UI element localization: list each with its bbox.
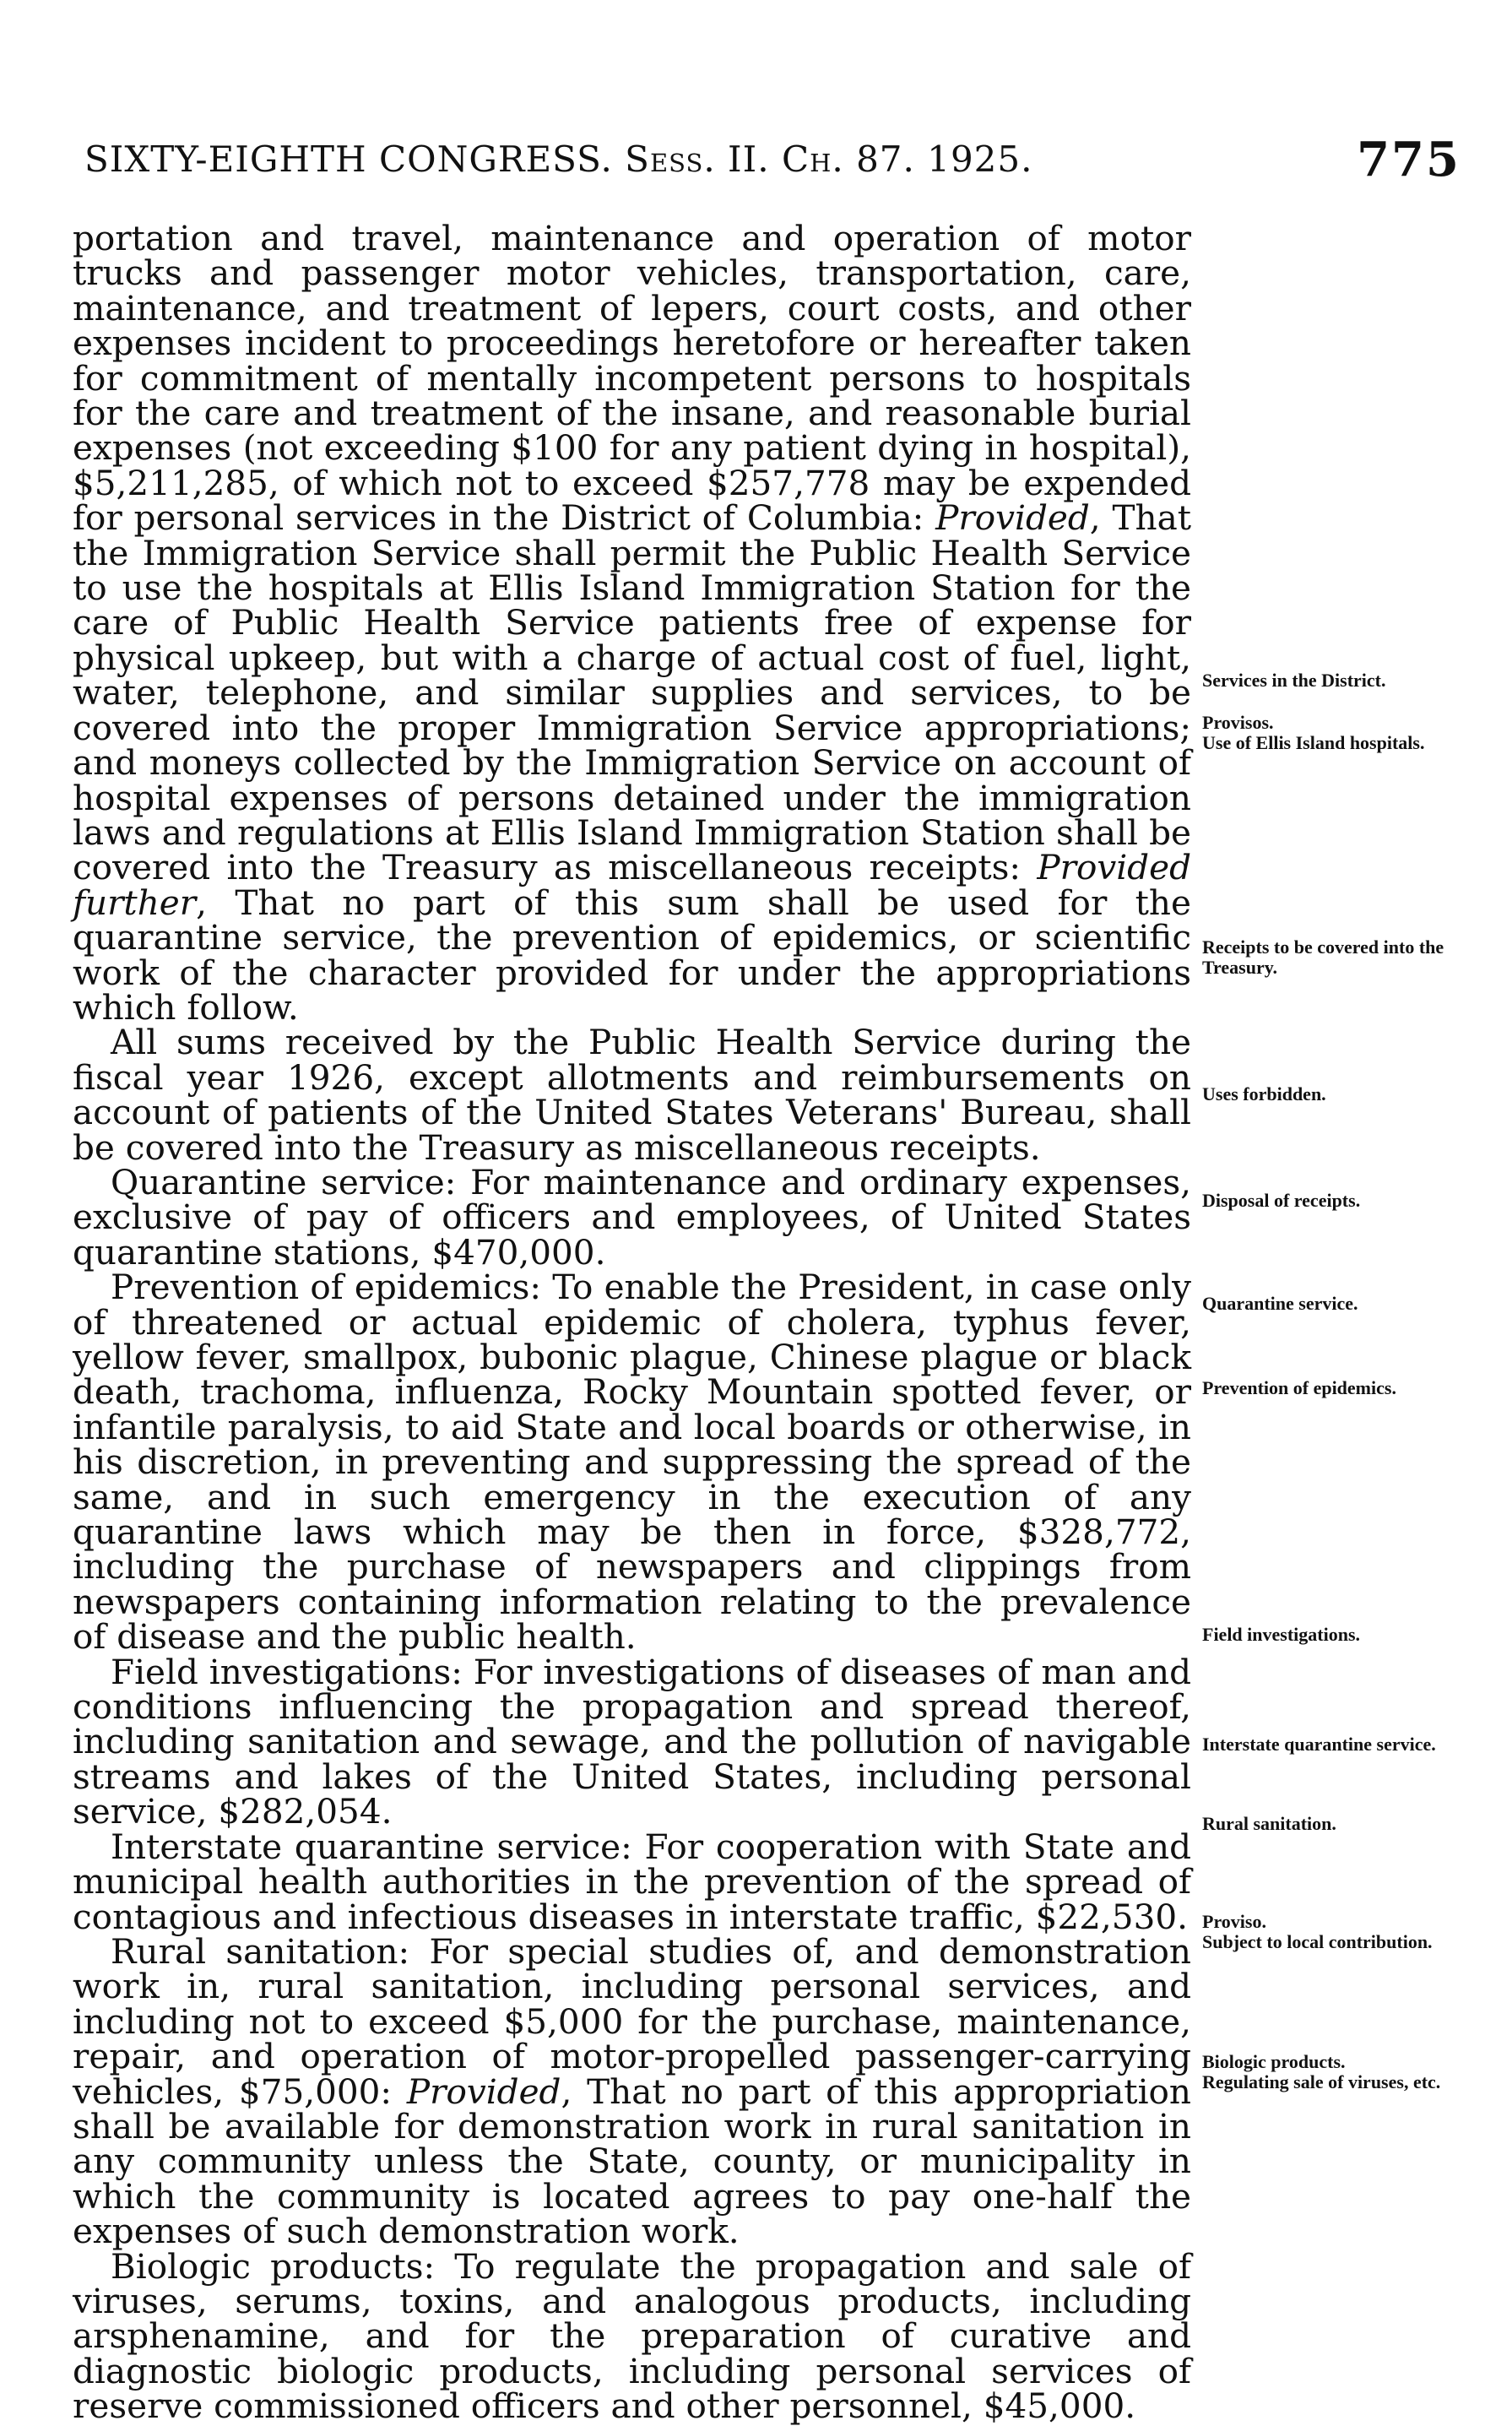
page-header	[84, 127, 1461, 203]
margin-note-regulating-sale: Regulating sale of viruses, etc.	[1202, 2071, 1441, 2092]
margin-note-local-contribution: Subject to local contribution.	[1202, 1931, 1433, 1952]
margin-note-disposal-receipts: Disposal of receipts.	[1202, 1190, 1361, 1211]
text-run: portation and travel, maintenance and operation of motor trucks and passenger motor vehicles, transportation, care, maintenance, and treatment of lepers, court costs, and other expenses incident to proceedings heretofore or hereafter taken for commitment of mentally incompetent persons to hospitals for the care and treatment of the insane, and reasonable burial expenses (not exceeding $100 for any patient dying in hospital), $5,211,285, of which not to exceed $257,778 may be expended for personal services in the District of Columbia:	[73, 218, 1191, 539]
running-head	[84, 138, 1032, 180]
paragraph-biologic-products: Biologic products: To regulate the propagation and sale of viruses, serums, toxins, and analogous products, including arsphenamine, and for the preparation of curative and diagnostic biologic products, including personal services of reserve commissioned officers and other personnel, $45,000.	[73, 2245, 1191, 2426]
margin-note-prevention-epidemics: Prevention of epidemics.	[1202, 1377, 1396, 1398]
page-number: 775	[1357, 132, 1461, 187]
margin-note-quarantine-service: Quarantine service.	[1202, 1293, 1358, 1314]
text-run: Rural sanitation: For special studies of, and demonstration work in, rural sanitation, including personal services, and including not to exceed $5,000 for the purchase, maintenance, repair, and operation of motor-propelled passenger-carrying vehicles, $75,000:	[73, 1930, 1191, 2112]
paragraph-hospital-expenses	[73, 218, 1191, 1028]
margin-note-biologic-products: Biologic products.	[1202, 2051, 1346, 2072]
paragraph-interstate-quarantine: Interstate quarantine service: For cooperation with State and municipal health authorities in the prevention of the spread of contagious and infectious diseases in interstate traffic, $22,530.	[73, 1826, 1191, 1937]
margin-note-receipts-treasury: Receipts to be covered into the Treasury.	[1202, 936, 1444, 978]
paragraph-prevention-epidemics: Prevention of epidemics: To enable the President, in case only of threatened or actual epidemic of cholera, typhus fever, yellow fever, smallpox, bubonic plague, Chinese plague or black death, trachoma, influenza, Rocky Mountain spotted fever, or infantile paralysis, to aid State and local boards or otherwise, in his discretion, in preventing and suppressing the spread of the same, and in such emergency in the execution of any quarantine laws which may be then in force, $328,772, including the purchase of newspapers and clippings from newspapers containing information relating to the prevalence of disease and the public health.	[73, 1267, 1191, 1658]
body-text	[73, 218, 1191, 2426]
session-label: Sess. II.	[625, 138, 770, 180]
margin-note-ellis-island: Use of Ellis Island hospitals.	[1202, 732, 1425, 753]
text-run: , That no part of this sum shall be used for the quarantine service, the prevention of epidemics, or scientific work of the character provided for under the appropriations which follow.	[73, 882, 1191, 1028]
text-run: , That no part of this appropriation shall be available for demonstration work in rural sanitation in any community unless the State, county, or municipality in which the community is located agrees to pay one-half the expenses of such demonstration work.	[73, 2071, 1191, 2252]
paragraph-rural-sanitation	[73, 1930, 1191, 2252]
margin-note-provisos: Provisos.	[1202, 712, 1274, 733]
margin-note-field-investigations: Field investigations.	[1202, 1624, 1361, 1645]
congress-title: SIXTY-EIGHTH CONGRESS.	[84, 138, 613, 180]
margin-note-uses-forbidden: Uses forbidden.	[1202, 1083, 1326, 1104]
text-run: , That the Immigration Service shall permit the Public Health Service to use the hospitals at Ellis Island Immigration Station for the care of Public Health Service patients free of expense for physical upkeep, but with a charge of actual cost of fuel, light, water, telephone, and similar supplies and services, to be covered into the proper Immigration Service appropriations; and moneys collected by the Immigration Service on account of hospital expenses of persons detained under the immigration laws and regulations at Ellis Island Immigration Station shall be covered into the Treasury as miscellaneous receipts:	[73, 497, 1191, 888]
margin-note-services-district: Services in the District.	[1202, 670, 1386, 691]
proviso-word: Provided	[406, 2071, 561, 2112]
margin-note-rural-sanitation: Rural sanitation.	[1202, 1813, 1336, 1834]
margin-note-proviso: Proviso.	[1202, 1911, 1266, 1932]
proviso-word: Provided	[935, 497, 1090, 539]
margin-note-interstate-quarantine: Interstate quarantine service.	[1202, 1734, 1436, 1755]
year-label: 1925.	[927, 138, 1033, 180]
paragraph-field-investigations: Field investigations: For investigations of diseases of man and conditions influencing the propagation and spread thereof, including sanitation and sewage, and the pollution of navigable streams and lakes of the United States, including personal service, $282,054.	[73, 1651, 1191, 1832]
proviso-word: Provided further	[73, 847, 1191, 923]
chapter-label: Ch. 87.	[781, 138, 915, 180]
paragraph-sums-received: All sums received by the Public Health Service during the fiscal year 1926, except allotments and reimbursements on account of patients of the United States Veterans' Bureau, shall be covered into the Treasury as miscellaneous receipts.	[73, 1022, 1191, 1168]
paragraph-quarantine-service: Quarantine service: For maintenance and ordinary expenses, exclusive of pay of officers and employees, of United States quarantine stations, $470,000.	[73, 1161, 1191, 1273]
